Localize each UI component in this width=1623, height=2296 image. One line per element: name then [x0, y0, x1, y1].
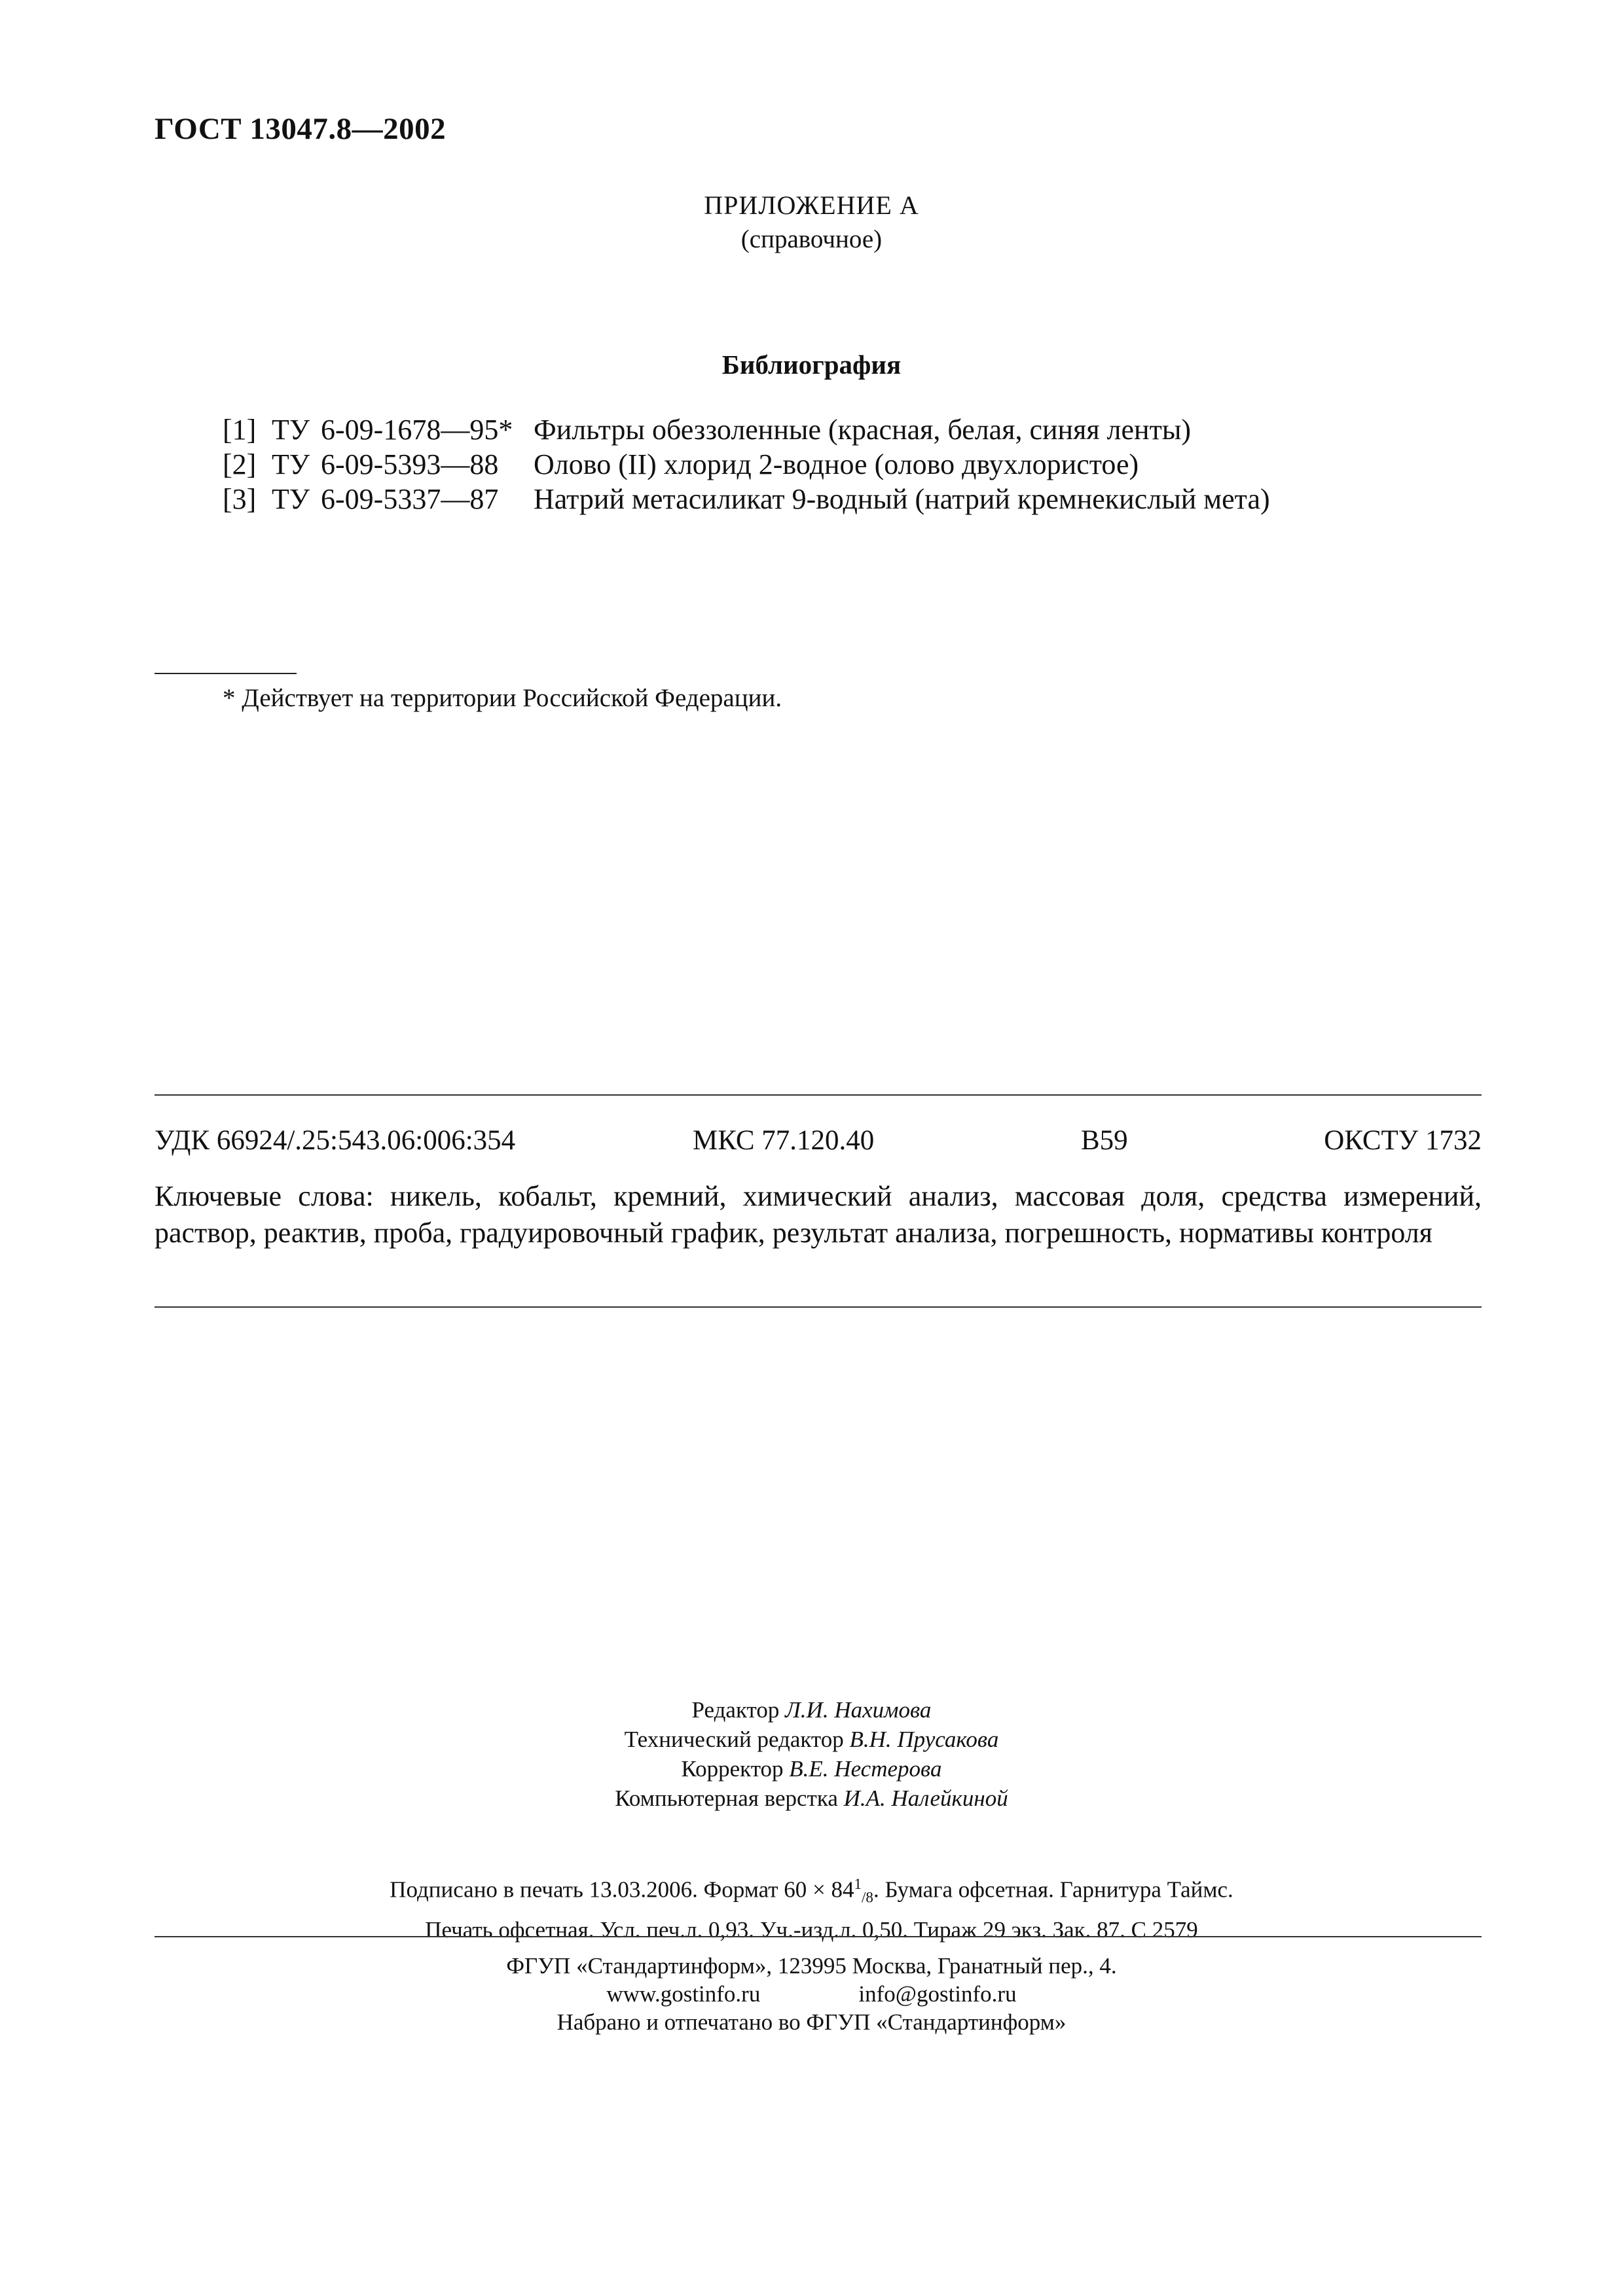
entry-number: [1] — [223, 414, 257, 446]
credit-role: Редактор — [691, 1697, 780, 1723]
mks-code: МКС 77.120.40 — [693, 1125, 875, 1156]
entry-number: [2] — [223, 448, 257, 480]
credit-name: В.Е. Нестерова — [789, 1756, 942, 1782]
group-code: В59 — [1081, 1125, 1128, 1156]
printed-by: Набрано и отпечатано во ФГУП «Стандартинформ» — [556, 2009, 1067, 2035]
bibliography-entry — [223, 412, 1270, 447]
footnote-divider — [155, 673, 297, 674]
credit-name: И.А. Налейкиной — [843, 1785, 1008, 1811]
document-code: ГОСТ 13047.8—2002 — [155, 112, 447, 146]
appendix-title: ПРИЛОЖЕНИЕ А — [704, 190, 919, 220]
footnote: * Действует на территории Российской Федерации. — [223, 684, 782, 712]
udk-code: УДК 66924/.25:543.06:006:354 — [155, 1125, 516, 1156]
credit-line — [0, 1695, 1623, 1725]
publisher-top-rule — [155, 1936, 1482, 1937]
credit-role: Технический редактор — [624, 1727, 844, 1752]
okstu-code: ОКСТУ 1732 — [1324, 1125, 1482, 1156]
publisher-contacts — [0, 1980, 1623, 2008]
credit-name: Л.И. Нахимова — [785, 1697, 932, 1723]
print-info-line-2: Печать офсетная. Усл. печ.л. 0,93. Уч.-изд.л. 0,50. Тираж 29 экз. Зак. 87. С 2579 — [425, 1916, 1198, 1943]
credit-role: Компьютерная верстка — [615, 1785, 838, 1811]
entry-code: ТУ 6-09-5393—88 — [272, 448, 499, 480]
bibliography-entry — [223, 482, 1270, 516]
entry-code: ТУ 6-09-1678—95* — [272, 414, 513, 446]
entry-title: Фильтры обеззоленные (красная, белая, синяя ленты) — [534, 414, 1192, 446]
format-superscript: 1 — [854, 1876, 862, 1892]
credit-name: В.Н. Прусакова — [849, 1727, 999, 1752]
credit-role: Корректор — [681, 1756, 784, 1782]
entry-title: Натрий метасиликат 9-водный (натрий кремнекислый мета) — [534, 483, 1270, 515]
publisher-address: ФГУП «Стандартинформ», 123995 Москва, Гранатный пер., 4. — [506, 1953, 1117, 1979]
bibliography-entry — [223, 447, 1270, 482]
publisher — [0, 1952, 1623, 2036]
keywords: Ключевые слова: никель, кобальт, кремний, химический анализ, массовая доля, средства измерений, раствор, реактив, проба, градуировочный график, результат анализа, погрешность, нормативы контроля — [155, 1180, 1482, 1249]
classification-top-rule — [155, 1094, 1482, 1096]
format-subscript: /8 — [862, 1889, 873, 1906]
credit-line — [0, 1754, 1623, 1784]
bibliography-heading: Библиография — [721, 350, 902, 380]
credits — [0, 1695, 1623, 1813]
print-info-text: Подписано в печать 13.03.2006. Формат 60 × 84 — [390, 1876, 854, 1903]
appendix-subtitle: (справочное) — [740, 225, 883, 253]
entry-code: ТУ 6-09-5337—87 — [272, 483, 499, 515]
credit-line — [0, 1725, 1623, 1754]
email-link[interactable]: info@gostinfo.ru — [858, 1981, 1017, 2007]
keywords-bottom-rule — [155, 1306, 1482, 1308]
print-info — [0, 1868, 1623, 1946]
credit-line — [0, 1784, 1623, 1813]
entry-number: [3] — [223, 483, 257, 515]
print-info-text: . Бумага офсетная. Гарнитура Таймс. — [873, 1876, 1233, 1903]
print-info-line-1 — [0, 1868, 1623, 1914]
entry-title: Олово (II) хлорид 2-водное (олово двухлористое) — [534, 448, 1139, 480]
bibliography-list — [223, 412, 1270, 516]
website-link[interactable]: www.gostinfo.ru — [606, 1981, 761, 2007]
